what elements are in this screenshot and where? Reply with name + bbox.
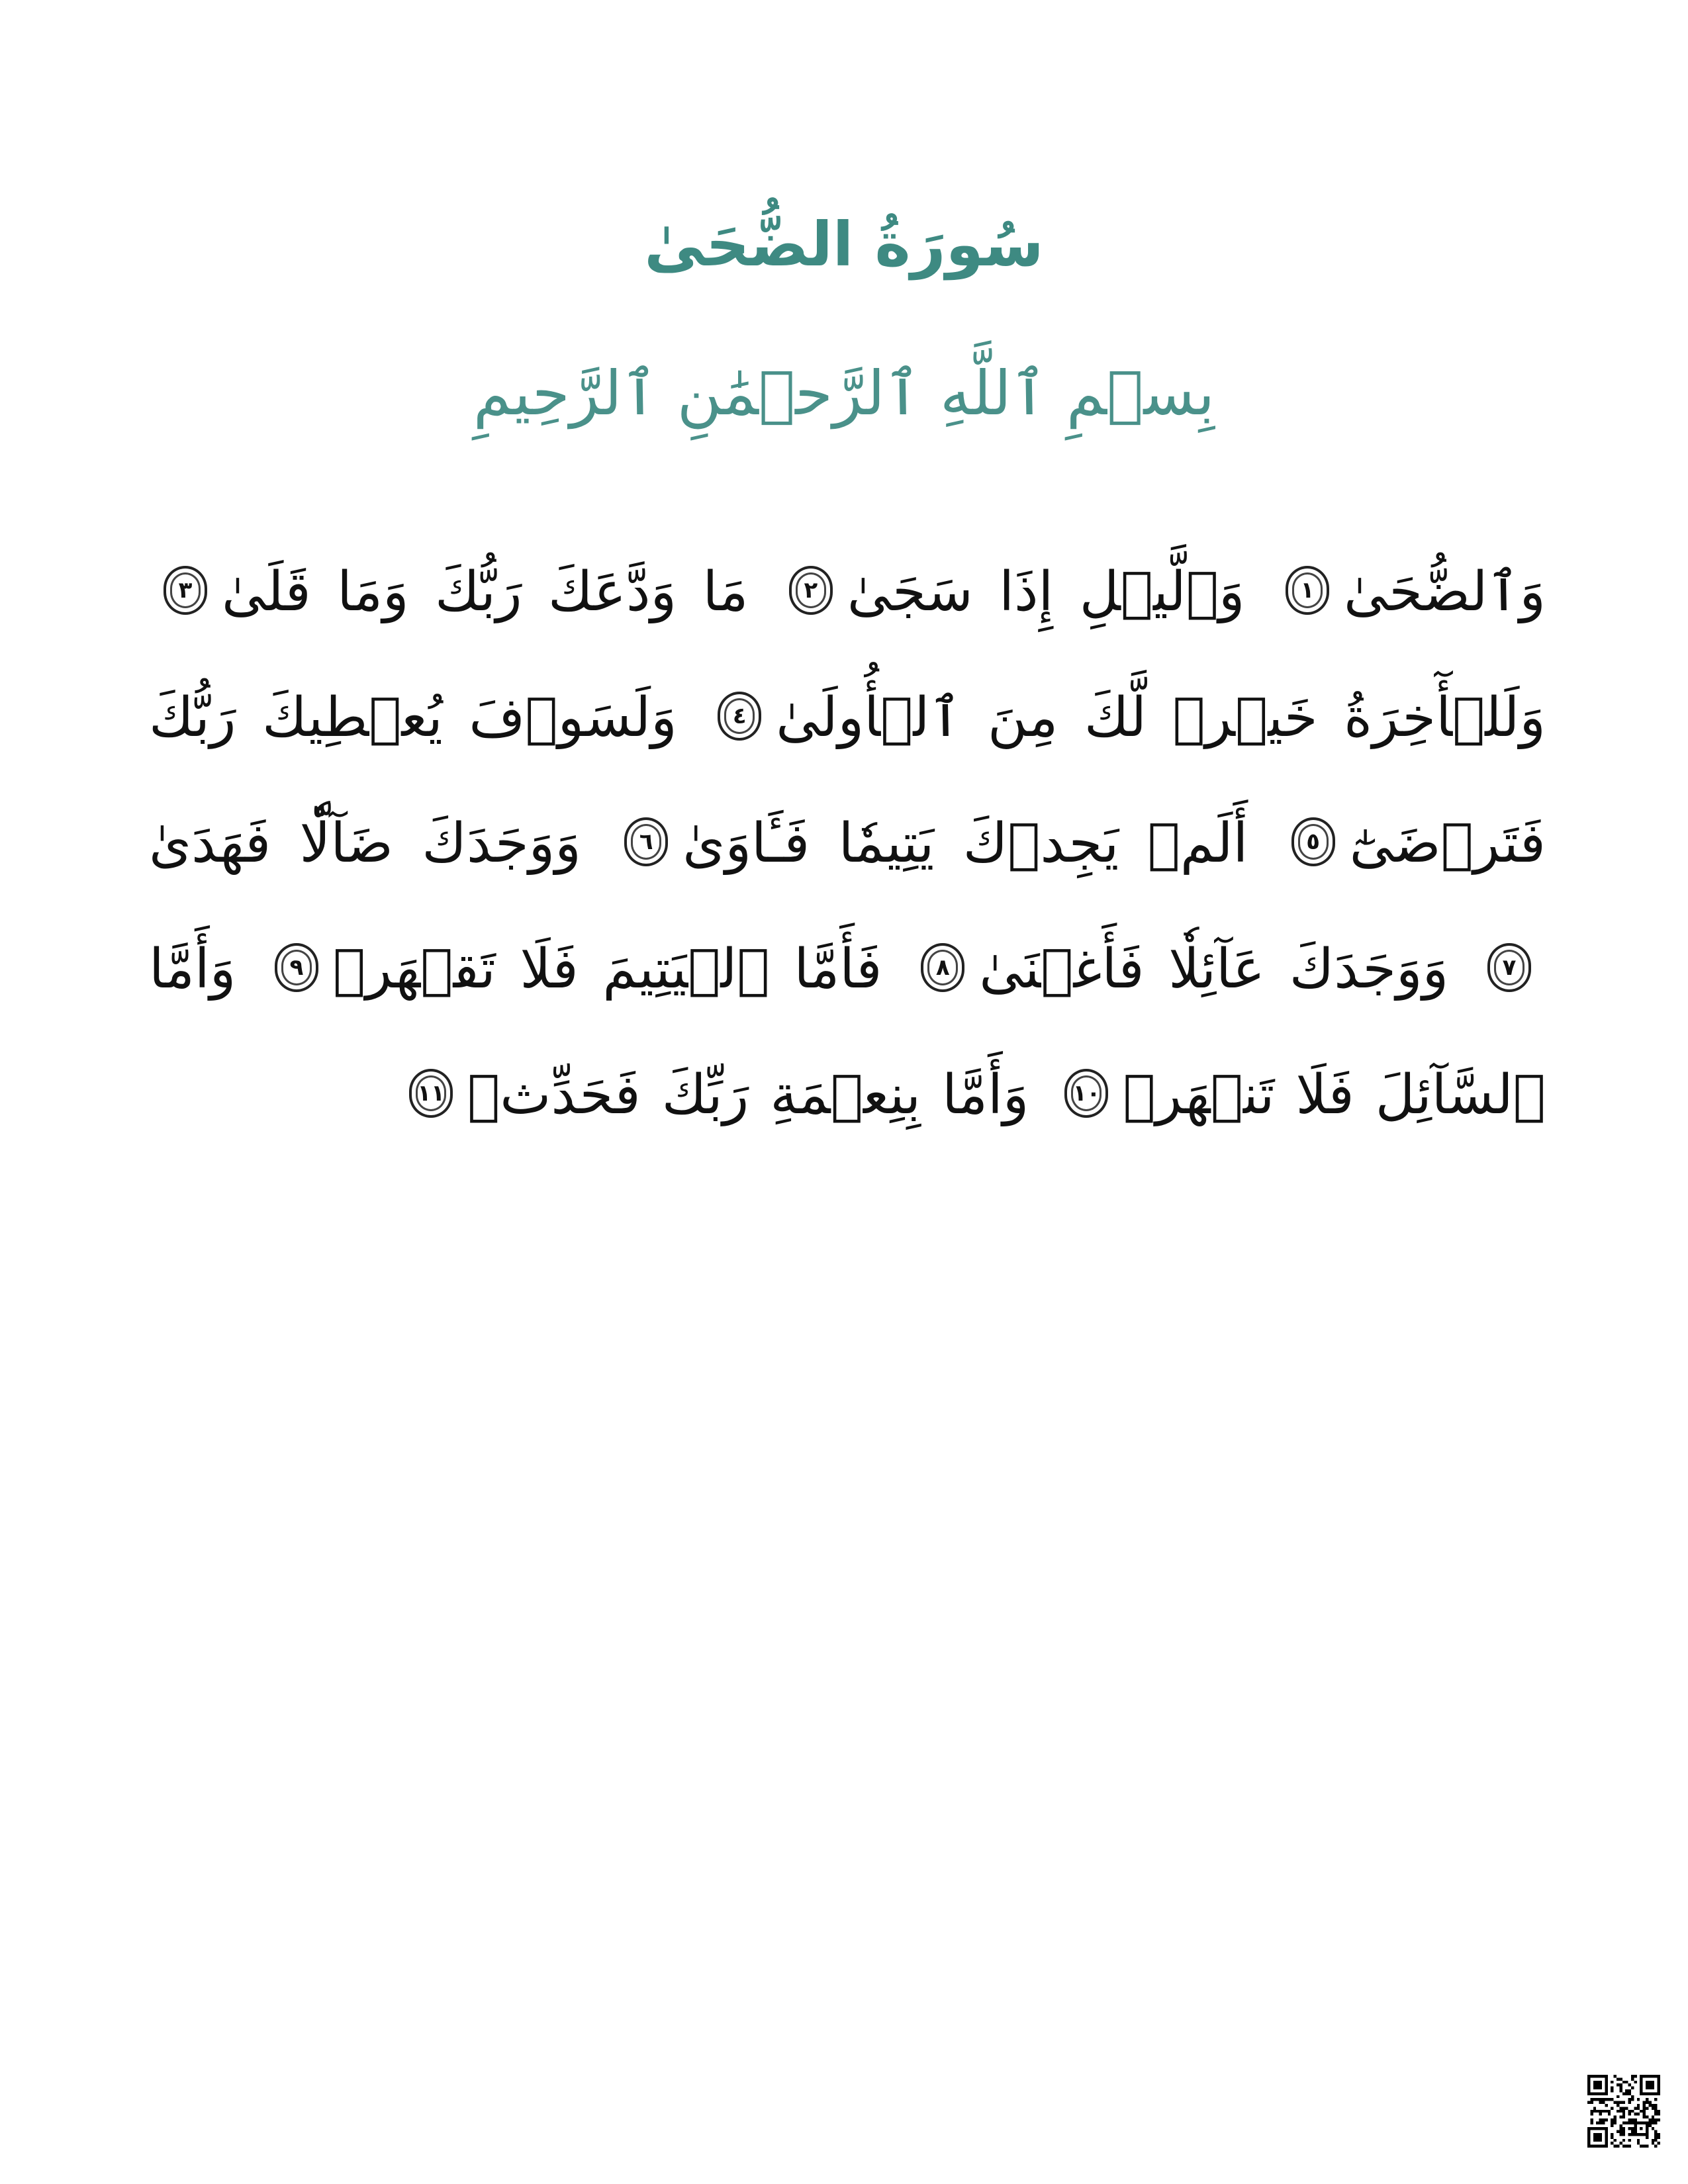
ayah-end-marker-icon: ٣ xyxy=(164,566,207,615)
ayah-end-marker-icon: ٢ xyxy=(789,566,833,615)
ayah-text: وَلَسَوۡفَ يُعۡطِيكَ رَبُّكَ فَتَرۡضَىٰٓ xyxy=(149,686,1546,875)
basmala: بِسۡمِ ٱللَّهِ ٱلرَّحۡمَٰنِ ٱلرَّحِيمِ xyxy=(473,358,1215,429)
ayah-text: مَا وَدَّعَكَ رَبُّكَ وَمَا قَلَىٰ xyxy=(222,561,749,623)
ayah-text: وَلَلۡأٓخِرَةُ خَيۡرٞ لَّكَ مِنَ ٱلۡأُولَىٰ xyxy=(776,686,1546,749)
ayah-end-marker-icon: ١٠ xyxy=(1064,1069,1108,1118)
ayah-11 xyxy=(395,1064,1029,1126)
ayah-text: وَٱلضُّحَىٰ xyxy=(1343,561,1546,623)
ayah-text: وَأَمَّا بِنِعۡمَةِ رَبِّكَ فَحَدِّثۡ xyxy=(467,1064,1029,1126)
ayah-text: وَوَجَدَكَ ضَآلّٗا فَهَدَىٰ xyxy=(149,812,581,875)
qr-code-icon xyxy=(1587,2075,1660,2148)
ayah-text: أَلَمۡ يَجِدۡكَ يَتِيمٗا فَـَٔاوَىٰ xyxy=(682,812,1248,875)
ayah-end-marker-icon: ١ xyxy=(1286,566,1329,615)
ayah-text: وَأَمَّا ٱلسَّآئِلَ فَلَا تَنۡهَرۡ xyxy=(149,938,1546,1126)
verses-block xyxy=(149,529,1546,1158)
ayah-end-marker-icon: ٨ xyxy=(921,943,964,992)
ayah-6 xyxy=(610,812,1248,875)
ayah-4 xyxy=(703,686,1546,749)
ayah-end-marker-icon: ٧ xyxy=(1487,943,1531,992)
surah-title: سُورَةُ الضُّحَىٰ xyxy=(644,209,1044,280)
ayah-end-marker-icon: ٩ xyxy=(275,943,318,992)
qr-code-graphic xyxy=(1587,2075,1660,2148)
ayah-end-marker-icon: ٦ xyxy=(624,817,668,866)
ayah-text: فَأَمَّا ٱلۡيَتِيمَ فَلَا تَقۡهَرۡ xyxy=(333,938,882,1001)
ayah-9 xyxy=(260,938,882,1001)
ayah-text: وَوَجَدَكَ عَآئِلٗا فَأَغۡنَىٰ xyxy=(979,938,1449,1001)
ayah-end-marker-icon: ٥ xyxy=(1291,817,1335,866)
ayah-8 xyxy=(906,938,1448,1001)
ayah-end-marker-icon: ١١ xyxy=(409,1069,453,1118)
ayah-3 xyxy=(149,561,748,623)
ayah-end-marker-icon: ٤ xyxy=(718,692,761,741)
ayah-1 xyxy=(1271,561,1546,623)
ayah-2 xyxy=(774,561,1245,623)
ayah-text: وَٱلَّيۡلِ إِذَا سَجَىٰ xyxy=(847,561,1245,623)
